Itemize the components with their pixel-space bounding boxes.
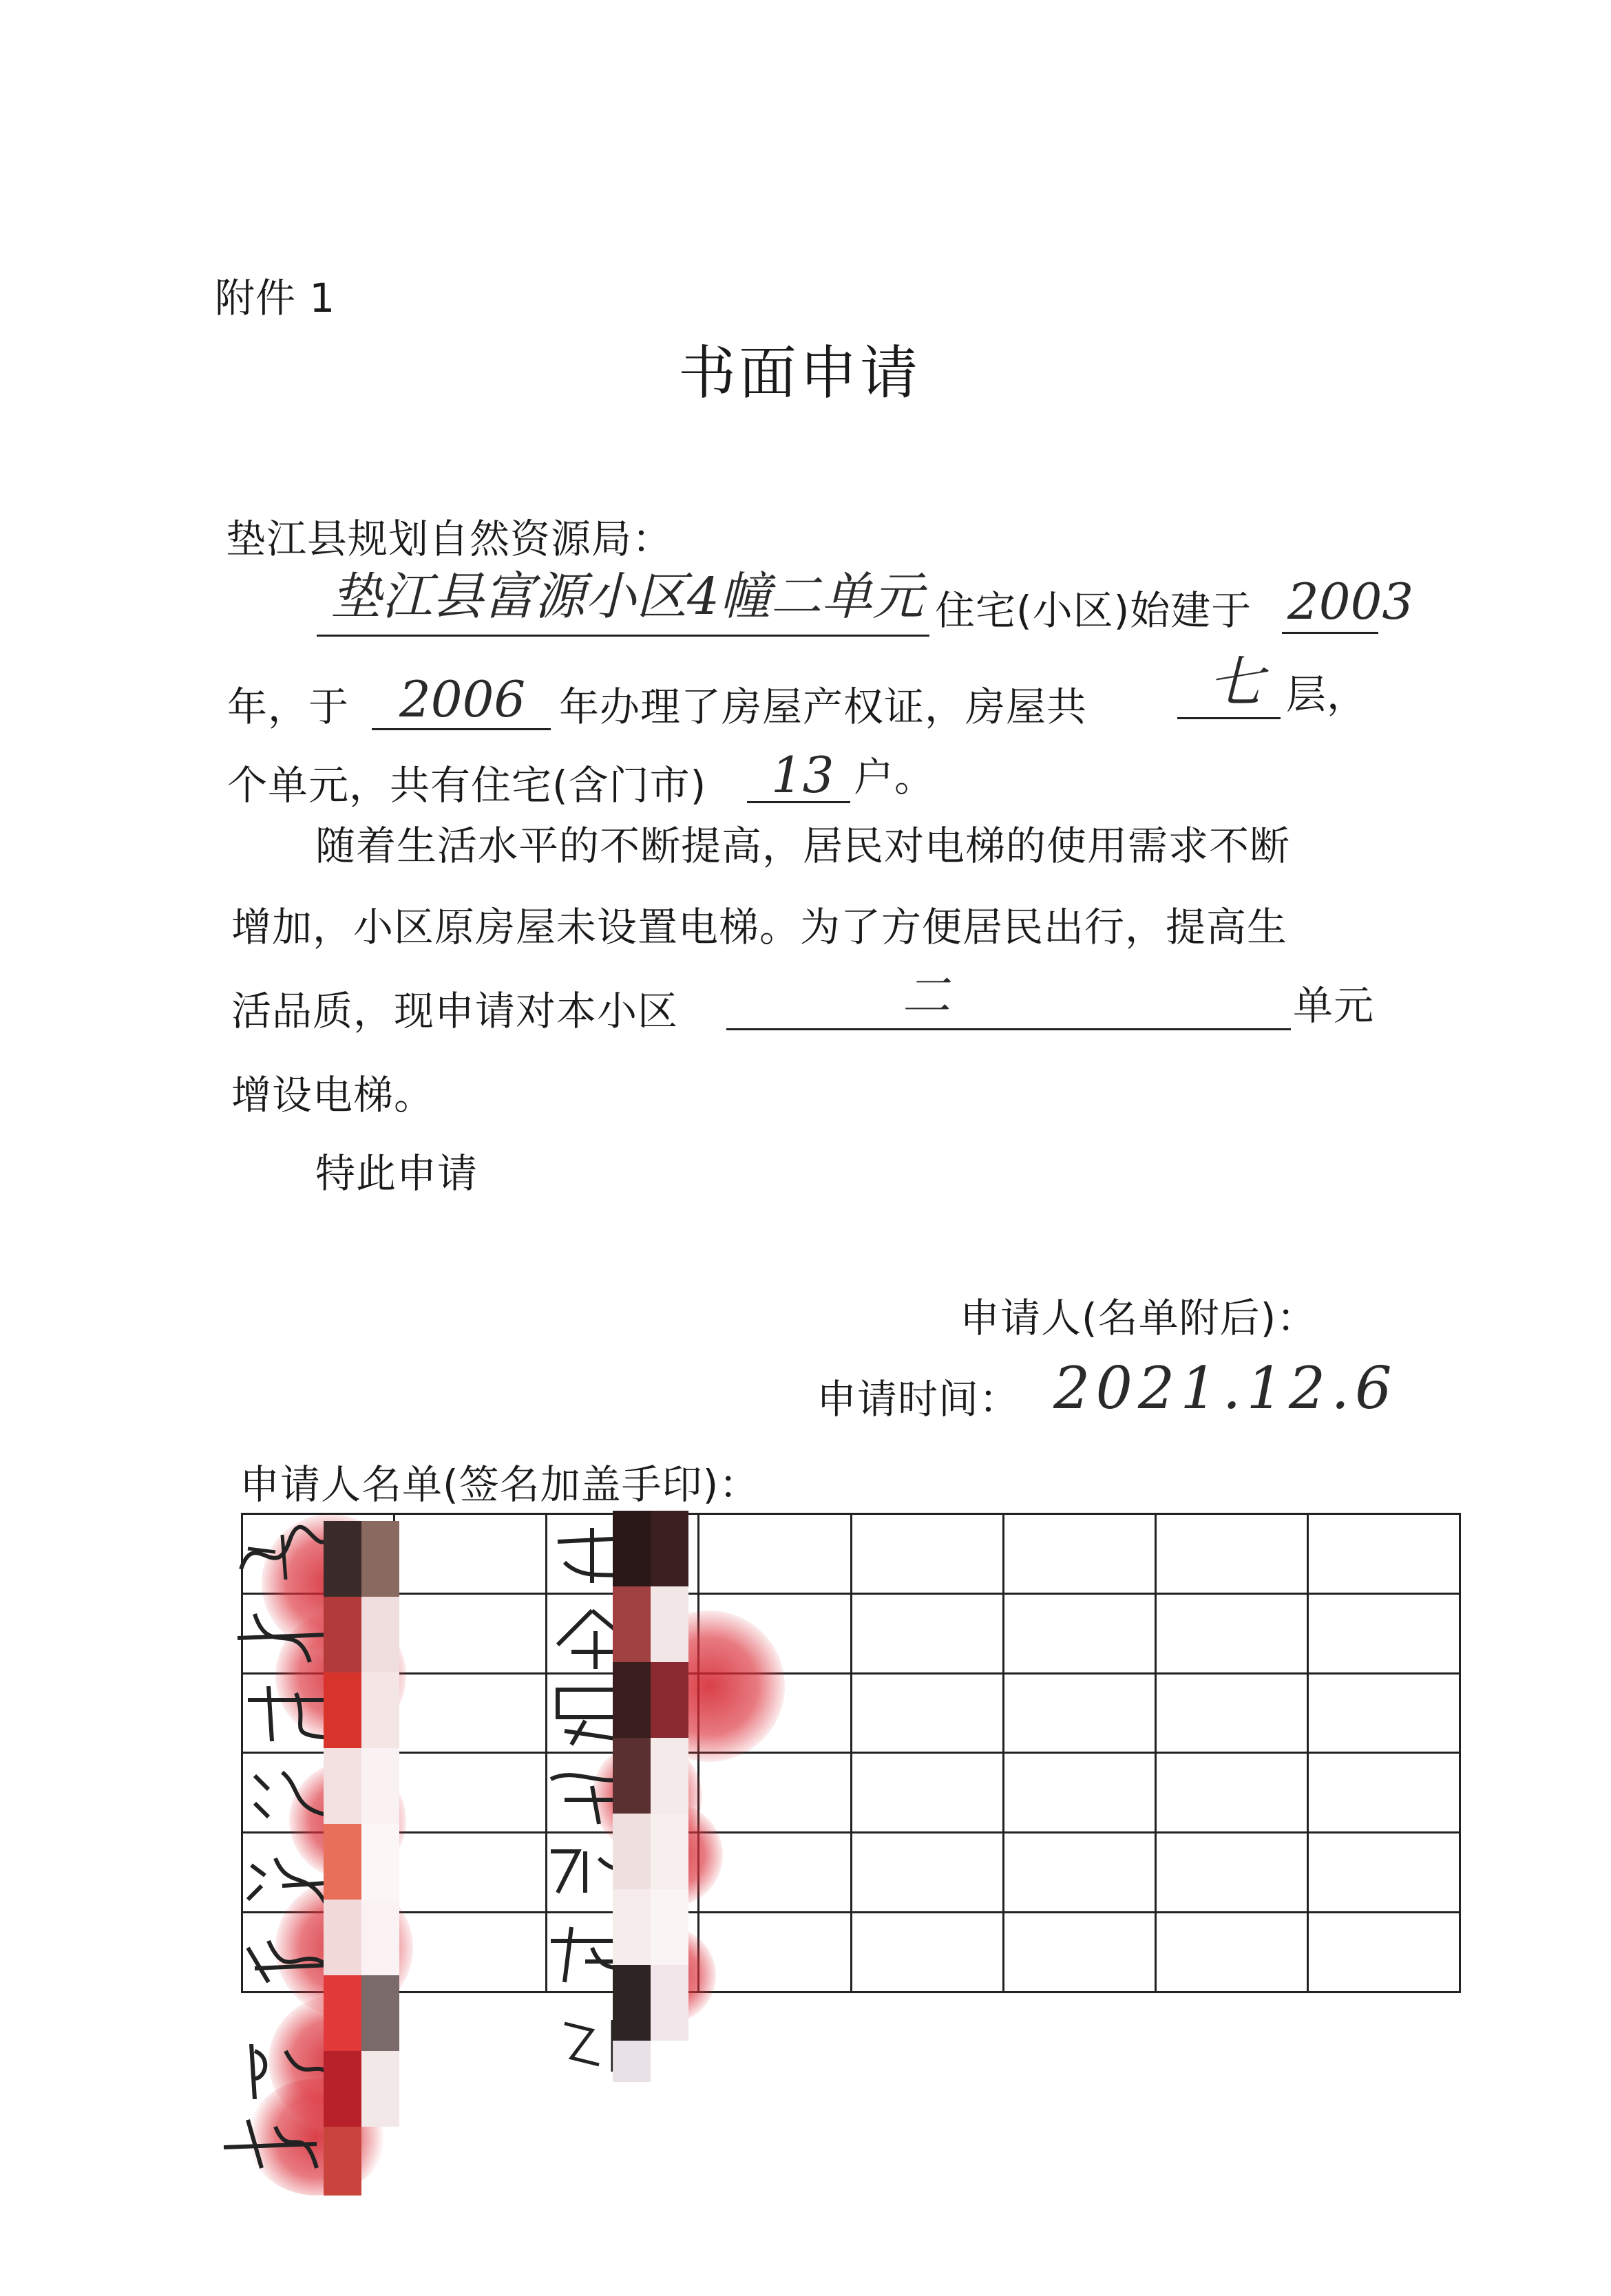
handwritten-year-cert: 2006 xyxy=(399,670,526,728)
table-cell xyxy=(394,1753,547,1833)
table-cell xyxy=(1003,1753,1155,1833)
table-cell xyxy=(699,1753,851,1833)
text-households: 个单元，共有住宅(含门市) xyxy=(227,762,707,809)
handwritten-floors: 七 xyxy=(1208,650,1263,714)
table-cell xyxy=(851,1913,1003,1992)
text-built: 住宅(小区)始建于 xyxy=(935,587,1252,634)
table-cell xyxy=(851,1753,1003,1833)
table-cell xyxy=(1155,1913,1307,1992)
table-cell xyxy=(1155,1833,1307,1913)
table-cell xyxy=(851,1593,1003,1673)
table-cell xyxy=(1003,1673,1155,1753)
attachment-label: 附件 1 xyxy=(215,275,336,321)
underline-year-cert xyxy=(372,728,551,730)
text-households-end: 户。 xyxy=(854,754,936,800)
recipient: 垫江县规划自然资源局： xyxy=(226,515,673,562)
underline-households xyxy=(747,801,850,803)
handwritten-date: 2021.12.6 xyxy=(1053,1354,1398,1422)
handwritten-community: 垫江县富源小区4幢二单元 xyxy=(330,567,924,626)
underline-floors xyxy=(1177,717,1281,719)
text-floors: 层， xyxy=(1286,671,1368,718)
paragraph2-line4: 增设电梯。 xyxy=(231,1072,435,1118)
table-cell xyxy=(1003,1913,1155,1992)
handwritten-unit: 二 xyxy=(902,968,950,1024)
underline-unit xyxy=(726,1028,1291,1030)
table-cell xyxy=(1003,1593,1155,1673)
table-cell xyxy=(1307,1833,1460,1913)
table-cell xyxy=(851,1673,1003,1753)
closing-text: 特此申请 xyxy=(315,1150,478,1197)
table-row xyxy=(242,1514,1460,1594)
table-row xyxy=(242,1833,1460,1913)
table-cell xyxy=(1307,1593,1460,1673)
table-cell xyxy=(394,1593,547,1673)
table-cell xyxy=(1155,1673,1307,1753)
table-cell xyxy=(394,1913,547,1992)
signature-image xyxy=(220,2106,324,2175)
table-cell xyxy=(394,1514,547,1594)
paragraph2-line1: 随着生活水平的不断提高，居民对电梯的使用需求不断 xyxy=(315,822,1291,869)
table-row xyxy=(242,1673,1460,1753)
table-cell xyxy=(1155,1593,1307,1673)
table-row xyxy=(242,1593,1460,1673)
table-cell xyxy=(1307,1514,1460,1594)
table-cell xyxy=(1307,1913,1460,1992)
text-year: 年，于 xyxy=(227,683,350,730)
paragraph2-line2: 增加，小区原房屋未设置电梯。为了方便居民出行，提高生 xyxy=(231,904,1288,950)
underline-year-built xyxy=(1282,632,1378,634)
table-cell xyxy=(394,1833,547,1913)
table-row xyxy=(242,1753,1460,1833)
paragraph2-unit: 单元 xyxy=(1293,982,1375,1029)
signature-table xyxy=(241,1513,1461,1993)
table-cell xyxy=(1003,1514,1155,1594)
text-certificate: 年办理了房屋产权证，房屋共 xyxy=(559,683,1088,730)
applicant-label: 申请人(名单附后)： xyxy=(960,1295,1318,1341)
table-cell xyxy=(1155,1514,1307,1594)
signature-image xyxy=(234,1604,337,1672)
page-title: 书面申请 xyxy=(678,339,921,407)
table-row xyxy=(242,1913,1460,1992)
signature-image xyxy=(234,1521,337,1590)
handwritten-year-built: 2003 xyxy=(1287,573,1414,630)
table-cell xyxy=(1003,1833,1155,1913)
table-cell xyxy=(1155,1753,1307,1833)
paragraph2-line3: 活品质，现申请对本小区 xyxy=(231,988,679,1034)
privacy-mosaic xyxy=(324,1521,399,2196)
table-cell xyxy=(851,1514,1003,1594)
table-cell xyxy=(394,1673,547,1753)
table-cell xyxy=(699,1514,851,1594)
table-cell xyxy=(1307,1673,1460,1753)
date-label: 申请时间： xyxy=(817,1376,1020,1423)
table-cell xyxy=(851,1833,1003,1913)
table-cell xyxy=(1307,1753,1460,1833)
privacy-mosaic xyxy=(613,1511,688,2082)
table-cell xyxy=(699,1913,851,1992)
handwritten-households: 13 xyxy=(771,746,834,804)
underline-community xyxy=(317,635,929,637)
list-label: 申请人名单(签名加盖手印)： xyxy=(240,1461,760,1508)
